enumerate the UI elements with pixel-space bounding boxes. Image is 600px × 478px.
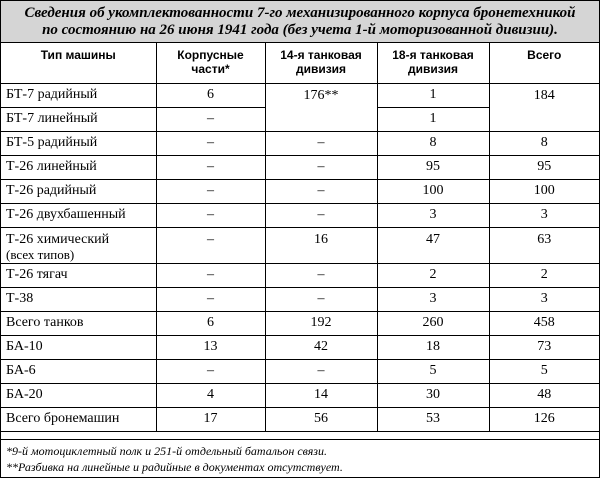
cell-div14: – [265, 263, 377, 287]
cell-total: 73 [489, 335, 599, 359]
cell-total: 95 [489, 155, 599, 179]
cell-corps: – [156, 359, 265, 383]
cell-total: 3 [489, 287, 599, 311]
cell-div18: 3 [377, 287, 489, 311]
row-name: БТ-7 радийный [1, 83, 156, 107]
header-row [1, 43, 599, 83]
row-name: БА-10 [1, 335, 156, 359]
cell-corps: – [156, 287, 265, 311]
table-row [1, 311, 599, 335]
cell-total: 8 [489, 131, 599, 155]
cell-corps: – [156, 131, 265, 155]
title-line-2: по состоянию на 26 июня 1941 года (без учета 1-й моторизованной дивизии). [42, 22, 558, 38]
row-name-sub: (всех типов) [6, 246, 75, 262]
cell-corps: – [156, 155, 265, 179]
row-name: БТ-7 линейный [1, 107, 156, 131]
cell-div18: 260 [377, 311, 489, 335]
cell-corps: – [156, 179, 265, 203]
cell-corps: 6 [156, 83, 265, 107]
cell-total: 126 [489, 407, 599, 431]
table-row [1, 83, 599, 107]
cell-total: 184 [489, 83, 599, 131]
row-name: Т-26 тягач [1, 263, 156, 287]
cell-total: 2 [489, 263, 599, 287]
header-14th-division: 14-я танковая дивизия [265, 43, 377, 83]
cell-corps: 13 [156, 335, 265, 359]
cell-total: 100 [489, 179, 599, 203]
cell-div14: 42 [265, 335, 377, 359]
table-row [1, 407, 599, 431]
cell-div18: 47 [377, 227, 489, 263]
header-corps-units: Корпусные части* [156, 43, 265, 83]
cell-div14: – [265, 131, 377, 155]
title-line-1: Сведения об укомплектованности 7-го механизированного корпуса бронетехникой [24, 5, 576, 21]
cell-div18: 1 [377, 107, 489, 131]
armor-table [1, 43, 599, 432]
row-name-main: Т-26 химический [6, 231, 110, 247]
cell-div14: 14 [265, 383, 377, 407]
cell-div14: – [265, 359, 377, 383]
header-18th-division: 18-я танковая дивизия [377, 43, 489, 83]
cell-div18: 30 [377, 383, 489, 407]
cell-div14: – [265, 287, 377, 311]
header-vehicle-type: Тип машины [1, 43, 156, 83]
cell-div14: 192 [265, 311, 377, 335]
row-name: Всего танков [1, 311, 156, 335]
cell-div18: 18 [377, 335, 489, 359]
table-row [1, 263, 599, 287]
cell-corps: – [156, 263, 265, 287]
cell-corps: – [156, 203, 265, 227]
table-title [1, 1, 599, 43]
footnote-1: *9-й мотоциклетный полк и 251-й отдельный батальон связи. [6, 444, 327, 458]
cell-div14: – [265, 179, 377, 203]
cell-div18: 100 [377, 179, 489, 203]
cell-div18: 1 [377, 83, 489, 107]
row-name: БА-6 [1, 359, 156, 383]
table-row [1, 179, 599, 203]
cell-div14: 16 [265, 227, 377, 263]
row-name: Т-26 двухбашенный [1, 203, 156, 227]
table-row [1, 383, 599, 407]
cell-div18: 8 [377, 131, 489, 155]
cell-div14: – [265, 203, 377, 227]
cell-div18: 5 [377, 359, 489, 383]
row-name: Всего бронемашин [1, 407, 156, 431]
cell-corps: – [156, 107, 265, 131]
cell-div18: 53 [377, 407, 489, 431]
cell-div14: – [265, 155, 377, 179]
row-name: БТ-5 радийный [1, 131, 156, 155]
table-row [1, 203, 599, 227]
cell-total: 48 [489, 383, 599, 407]
header-total: Всего [489, 43, 599, 83]
cell-div18: 95 [377, 155, 489, 179]
row-name [1, 227, 156, 263]
cell-corps: – [156, 227, 265, 263]
cell-total: 3 [489, 203, 599, 227]
cell-total: 63 [489, 227, 599, 263]
table-row [1, 287, 599, 311]
cell-div18: 3 [377, 203, 489, 227]
cell-corps: 4 [156, 383, 265, 407]
cell-div14: 56 [265, 407, 377, 431]
cell-total: 5 [489, 359, 599, 383]
row-name: Т-26 радийный [1, 179, 156, 203]
footnote-2: **Разбивка на линейные и радийные в документах отсутствует. [6, 460, 343, 474]
row-name: БА-20 [1, 383, 156, 407]
table-row [1, 335, 599, 359]
table-row [1, 227, 599, 263]
cell-div18: 2 [377, 263, 489, 287]
cell-div14: 176** [265, 83, 377, 131]
table-row [1, 131, 599, 155]
cell-total: 458 [489, 311, 599, 335]
cell-corps: 17 [156, 407, 265, 431]
row-name: Т-26 линейный [1, 155, 156, 179]
table-row [1, 155, 599, 179]
table-row [1, 359, 599, 383]
row-name: Т-38 [1, 287, 156, 311]
footnotes [1, 439, 599, 477]
cell-corps: 6 [156, 311, 265, 335]
